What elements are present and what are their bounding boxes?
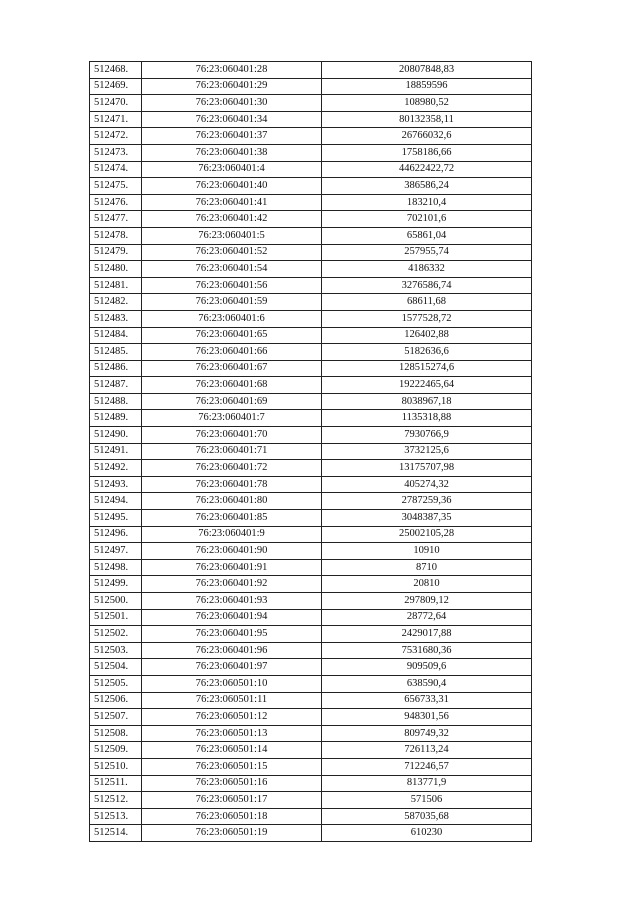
cadastral-value: 297809,12 xyxy=(322,593,532,610)
row-number: 512509. xyxy=(90,742,142,759)
table-row xyxy=(90,261,532,278)
cadastral-value: 68611,68 xyxy=(322,294,532,311)
cadastral-value: 571506 xyxy=(322,792,532,809)
row-number: 512490. xyxy=(90,427,142,444)
cadastral-value: 405274,32 xyxy=(322,476,532,493)
row-number: 512479. xyxy=(90,244,142,261)
row-number: 512472. xyxy=(90,128,142,145)
row-number: 512476. xyxy=(90,194,142,211)
table-row xyxy=(90,294,532,311)
row-number: 512496. xyxy=(90,526,142,543)
table-row xyxy=(90,277,532,294)
cadastral-value: 1577528,72 xyxy=(322,310,532,327)
cadastral-value: 13175707,98 xyxy=(322,460,532,477)
cadastral-value: 809749,32 xyxy=(322,725,532,742)
cadastral-value: 44622422,72 xyxy=(322,161,532,178)
cadastral-number: 76:23:060401:68 xyxy=(142,377,322,394)
table-row xyxy=(90,758,532,775)
table-row xyxy=(90,709,532,726)
cadastral-number: 76:23:060501:13 xyxy=(142,725,322,742)
row-number: 512503. xyxy=(90,642,142,659)
cadastral-number: 76:23:060401:5 xyxy=(142,227,322,244)
row-number: 512498. xyxy=(90,559,142,576)
row-number: 512501. xyxy=(90,609,142,626)
table-row xyxy=(90,310,532,327)
cadastral-value: 702101,6 xyxy=(322,211,532,228)
cadastral-value: 80132358,11 xyxy=(322,111,532,128)
row-number: 512513. xyxy=(90,808,142,825)
row-number: 512512. xyxy=(90,792,142,809)
cadastral-value: 128515274,6 xyxy=(322,360,532,377)
row-number: 512483. xyxy=(90,310,142,327)
row-number: 512486. xyxy=(90,360,142,377)
row-number: 512468. xyxy=(90,62,142,79)
row-number: 512482. xyxy=(90,294,142,311)
table-row xyxy=(90,593,532,610)
row-number: 512505. xyxy=(90,675,142,692)
table-row xyxy=(90,526,532,543)
row-number: 512492. xyxy=(90,460,142,477)
cadastral-number: 76:23:060501:17 xyxy=(142,792,322,809)
cadastral-value: 3732125,6 xyxy=(322,443,532,460)
cadastral-number: 76:23:060401:38 xyxy=(142,144,322,161)
row-number: 512484. xyxy=(90,327,142,344)
table-row xyxy=(90,111,532,128)
table-row xyxy=(90,410,532,427)
row-number: 512487. xyxy=(90,377,142,394)
cadastral-number: 76:23:060401:6 xyxy=(142,310,322,327)
table-row xyxy=(90,493,532,510)
cadastral-value: 183210,4 xyxy=(322,194,532,211)
row-number: 512507. xyxy=(90,709,142,726)
cadastral-number: 76:23:060401:30 xyxy=(142,95,322,112)
cadastral-value: 26766032,6 xyxy=(322,128,532,145)
cadastral-number: 76:23:060401:7 xyxy=(142,410,322,427)
cadastral-number: 76:23:060401:93 xyxy=(142,593,322,610)
row-number: 512500. xyxy=(90,593,142,610)
cadastral-number: 76:23:060501:10 xyxy=(142,675,322,692)
cadastral-number: 76:23:060401:40 xyxy=(142,178,322,195)
cadastral-value: 948301,56 xyxy=(322,709,532,726)
cadastral-value: 909509,6 xyxy=(322,659,532,676)
table-row xyxy=(90,211,532,228)
table-row xyxy=(90,675,532,692)
table-row xyxy=(90,427,532,444)
table-row xyxy=(90,393,532,410)
table-row xyxy=(90,642,532,659)
table-row xyxy=(90,659,532,676)
table-row xyxy=(90,692,532,709)
cadastral-number: 76:23:060401:71 xyxy=(142,443,322,460)
row-number: 512478. xyxy=(90,227,142,244)
row-number: 512497. xyxy=(90,543,142,560)
row-number: 512499. xyxy=(90,576,142,593)
table-row xyxy=(90,377,532,394)
cadastral-number: 76:23:060401:37 xyxy=(142,128,322,145)
table-row xyxy=(90,161,532,178)
cadastral-value: 4186332 xyxy=(322,261,532,278)
cadastral-value: 2787259,36 xyxy=(322,493,532,510)
table-row xyxy=(90,742,532,759)
cadastral-value-table xyxy=(89,61,532,842)
row-number: 512481. xyxy=(90,277,142,294)
row-number: 512504. xyxy=(90,659,142,676)
cadastral-value: 1135318,88 xyxy=(322,410,532,427)
cadastral-number: 76:23:060401:96 xyxy=(142,642,322,659)
cadastral-number: 76:23:060401:9 xyxy=(142,526,322,543)
cadastral-number: 76:23:060401:66 xyxy=(142,344,322,361)
cadastral-value: 28772,64 xyxy=(322,609,532,626)
cadastral-number: 76:23:060401:95 xyxy=(142,626,322,643)
cadastral-number: 76:23:060401:85 xyxy=(142,510,322,527)
cadastral-number: 76:23:060401:65 xyxy=(142,327,322,344)
cadastral-number: 76:23:060401:72 xyxy=(142,460,322,477)
cadastral-value: 3048387,35 xyxy=(322,510,532,527)
cadastral-value: 126402,88 xyxy=(322,327,532,344)
table-row xyxy=(90,144,532,161)
cadastral-value: 257955,74 xyxy=(322,244,532,261)
table-row xyxy=(90,510,532,527)
cadastral-value: 7930766,9 xyxy=(322,427,532,444)
table-row xyxy=(90,609,532,626)
cadastral-number: 76:23:060401:29 xyxy=(142,78,322,95)
row-number: 512480. xyxy=(90,261,142,278)
cadastral-value: 638590,4 xyxy=(322,675,532,692)
table-row xyxy=(90,476,532,493)
row-number: 512508. xyxy=(90,725,142,742)
cadastral-number: 76:23:060401:94 xyxy=(142,609,322,626)
cadastral-value: 10910 xyxy=(322,543,532,560)
table-row xyxy=(90,95,532,112)
cadastral-value: 8710 xyxy=(322,559,532,576)
cadastral-number: 76:23:060401:41 xyxy=(142,194,322,211)
row-number: 512473. xyxy=(90,144,142,161)
cadastral-number: 76:23:060401:56 xyxy=(142,277,322,294)
cadastral-value: 2429017,88 xyxy=(322,626,532,643)
cadastral-number: 76:23:060401:28 xyxy=(142,62,322,79)
row-number: 512477. xyxy=(90,211,142,228)
cadastral-value: 726113,24 xyxy=(322,742,532,759)
cadastral-value: 20807848,83 xyxy=(322,62,532,79)
row-number: 512494. xyxy=(90,493,142,510)
table-row xyxy=(90,194,532,211)
cadastral-number: 76:23:060501:18 xyxy=(142,808,322,825)
cadastral-value: 712246,57 xyxy=(322,758,532,775)
cadastral-number: 76:23:060401:69 xyxy=(142,393,322,410)
table-row xyxy=(90,775,532,792)
table-row xyxy=(90,62,532,79)
row-number: 512489. xyxy=(90,410,142,427)
row-number: 512485. xyxy=(90,344,142,361)
row-number: 512469. xyxy=(90,78,142,95)
cadastral-number: 76:23:060401:34 xyxy=(142,111,322,128)
cadastral-number: 76:23:060401:91 xyxy=(142,559,322,576)
cadastral-number: 76:23:060401:78 xyxy=(142,476,322,493)
cadastral-value: 19222465,64 xyxy=(322,377,532,394)
cadastral-number: 76:23:060401:80 xyxy=(142,493,322,510)
row-number: 512510. xyxy=(90,758,142,775)
cadastral-value: 7531680,36 xyxy=(322,642,532,659)
table-row xyxy=(90,792,532,809)
table-row xyxy=(90,128,532,145)
table-row xyxy=(90,178,532,195)
row-number: 512488. xyxy=(90,393,142,410)
cadastral-value: 1758186,66 xyxy=(322,144,532,161)
table-row xyxy=(90,825,532,842)
row-number: 512511. xyxy=(90,775,142,792)
cadastral-value: 108980,52 xyxy=(322,95,532,112)
table-row xyxy=(90,360,532,377)
table-row xyxy=(90,543,532,560)
cadastral-number: 76:23:060401:67 xyxy=(142,360,322,377)
cadastral-number: 76:23:060401:4 xyxy=(142,161,322,178)
cadastral-value: 5182636,6 xyxy=(322,344,532,361)
row-number: 512495. xyxy=(90,510,142,527)
cadastral-value: 8038967,18 xyxy=(322,393,532,410)
table-row xyxy=(90,327,532,344)
cadastral-number: 76:23:060501:15 xyxy=(142,758,322,775)
cadastral-number: 76:23:060401:70 xyxy=(142,427,322,444)
table-row xyxy=(90,344,532,361)
table-body xyxy=(90,62,532,842)
cadastral-number: 76:23:060401:92 xyxy=(142,576,322,593)
cadastral-value: 610230 xyxy=(322,825,532,842)
row-number: 512471. xyxy=(90,111,142,128)
cadastral-value: 20810 xyxy=(322,576,532,593)
row-number: 512502. xyxy=(90,626,142,643)
cadastral-number: 76:23:060401:54 xyxy=(142,261,322,278)
cadastral-number: 76:23:060501:19 xyxy=(142,825,322,842)
row-number: 512514. xyxy=(90,825,142,842)
row-number: 512474. xyxy=(90,161,142,178)
table-row xyxy=(90,725,532,742)
table-row xyxy=(90,460,532,477)
row-number: 512493. xyxy=(90,476,142,493)
cadastral-number: 76:23:060401:97 xyxy=(142,659,322,676)
cadastral-number: 76:23:060401:59 xyxy=(142,294,322,311)
cadastral-value: 18859596 xyxy=(322,78,532,95)
cadastral-number: 76:23:060501:16 xyxy=(142,775,322,792)
cadastral-number: 76:23:060501:14 xyxy=(142,742,322,759)
cadastral-value: 656733,31 xyxy=(322,692,532,709)
cadastral-number: 76:23:060501:11 xyxy=(142,692,322,709)
cadastral-value: 813771,9 xyxy=(322,775,532,792)
table-row xyxy=(90,576,532,593)
row-number: 512470. xyxy=(90,95,142,112)
table-row xyxy=(90,443,532,460)
row-number: 512491. xyxy=(90,443,142,460)
cadastral-number: 76:23:060501:12 xyxy=(142,709,322,726)
table-row xyxy=(90,559,532,576)
table-row xyxy=(90,78,532,95)
cadastral-value: 65861,04 xyxy=(322,227,532,244)
cadastral-number: 76:23:060401:52 xyxy=(142,244,322,261)
cadastral-number: 76:23:060401:90 xyxy=(142,543,322,560)
cadastral-value: 386586,24 xyxy=(322,178,532,195)
cadastral-value: 3276586,74 xyxy=(322,277,532,294)
cadastral-value: 587035,68 xyxy=(322,808,532,825)
cadastral-value: 25002105,28 xyxy=(322,526,532,543)
table-row xyxy=(90,808,532,825)
table-row xyxy=(90,227,532,244)
row-number: 512506. xyxy=(90,692,142,709)
row-number: 512475. xyxy=(90,178,142,195)
cadastral-number: 76:23:060401:42 xyxy=(142,211,322,228)
table-row xyxy=(90,244,532,261)
table-row xyxy=(90,626,532,643)
